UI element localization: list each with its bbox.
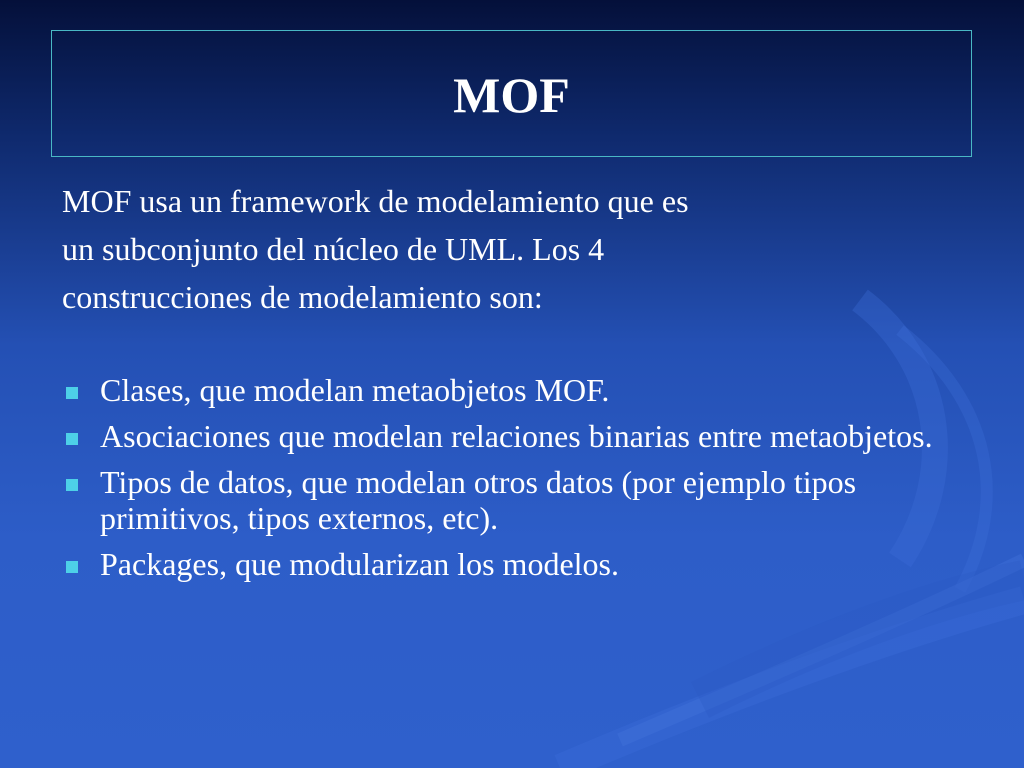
- title-box: [51, 30, 972, 157]
- intro-line: MOF usa un framework de modelamiento que es: [62, 183, 689, 219]
- square-bullet-icon: [66, 479, 78, 491]
- square-bullet-icon: [66, 433, 78, 445]
- bullet-text: Clases, que modelan metaobjetos MOF.: [100, 372, 610, 408]
- square-bullet-icon: [66, 561, 78, 573]
- square-bullet-icon: [66, 387, 78, 399]
- bullet-list: [62, 372, 982, 592]
- bullet-text: Packages, que modularizan los modelos.: [100, 546, 619, 582]
- bullet-item: [62, 464, 982, 536]
- bullet-text: Tipos de datos, que modelan otros datos (por ejemplo tipos primitivos, tipos externos, etc).: [100, 464, 857, 536]
- bullet-item: [62, 372, 982, 408]
- bullet-text: Asociaciones que modelan relaciones binarias entre metaobjetos.: [100, 418, 933, 454]
- bullet-item: [62, 546, 982, 582]
- intro-line: un subconjunto del núcleo de UML. Los 4: [62, 231, 605, 267]
- intro-line: construcciones de modelamiento son:: [62, 279, 543, 315]
- bullet-item: [62, 418, 982, 454]
- slide-title: MOF: [453, 67, 570, 123]
- intro-paragraph: [62, 177, 882, 321]
